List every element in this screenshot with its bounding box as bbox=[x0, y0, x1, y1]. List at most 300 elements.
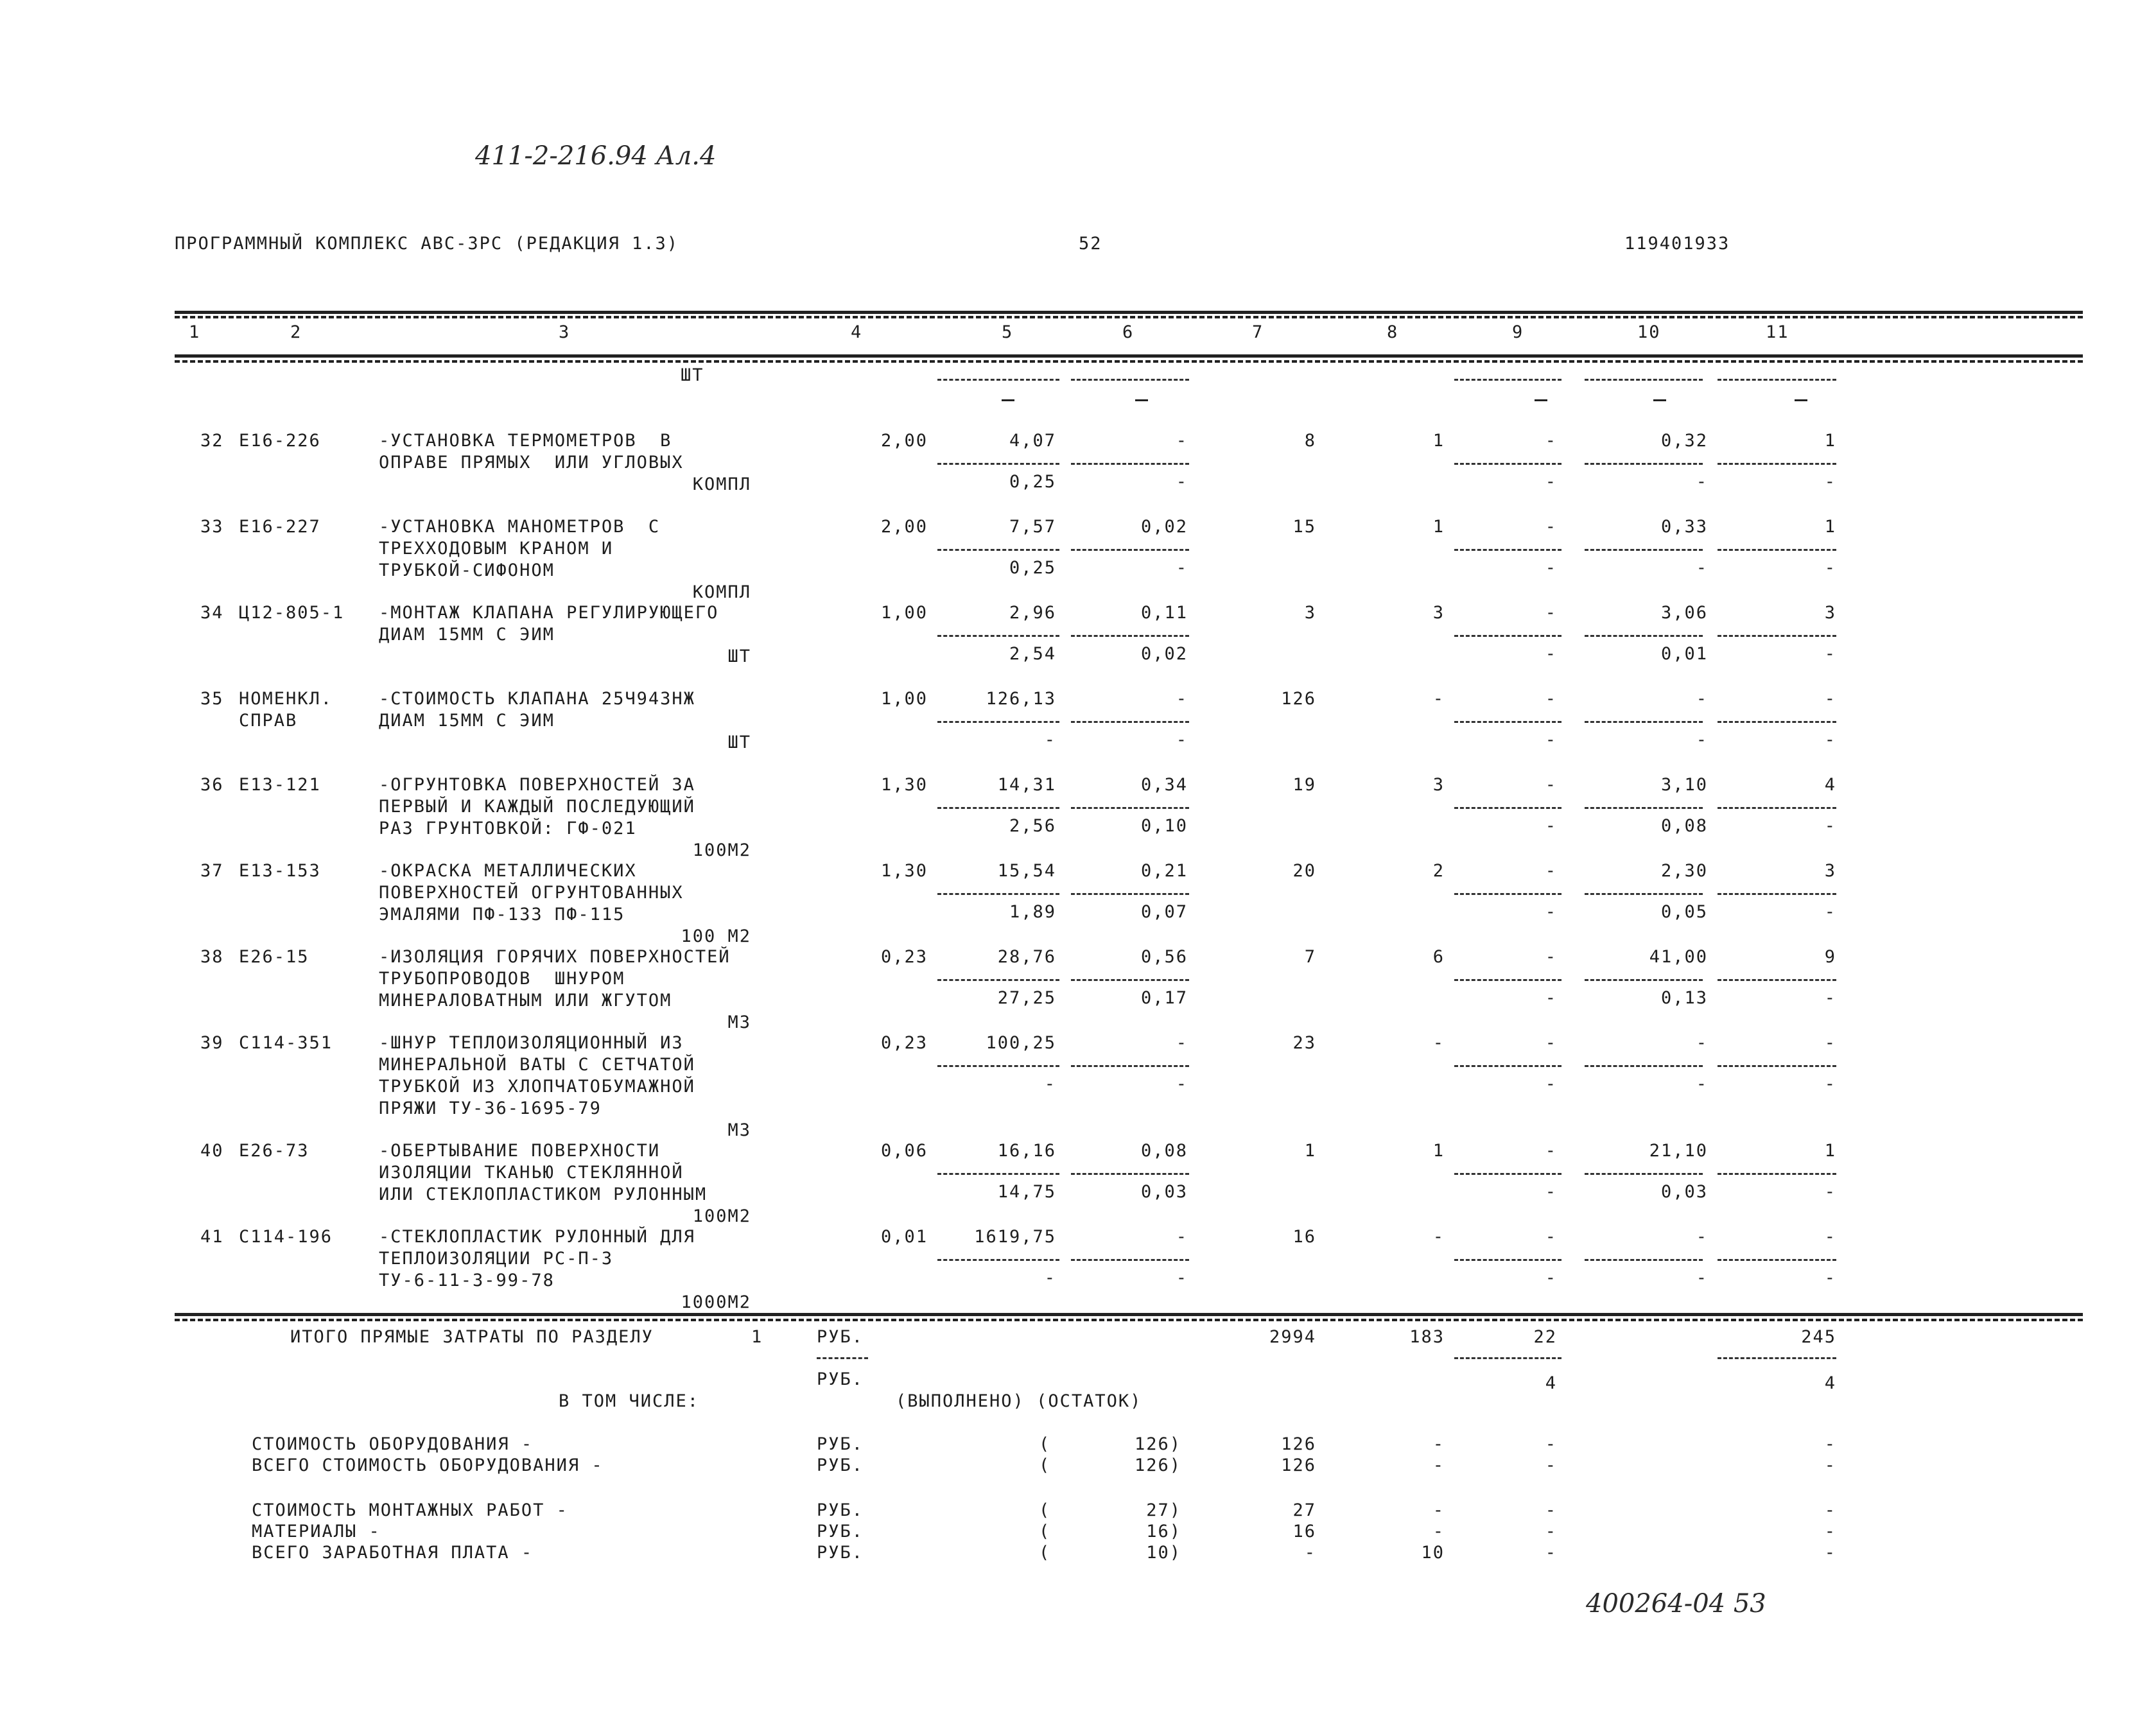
row-41-c8: - bbox=[1432, 1227, 1445, 1247]
row-39-split-c9 bbox=[1454, 1065, 1561, 1067]
row-37-split-c9 bbox=[1454, 893, 1561, 895]
row-34-split-c11 bbox=[1718, 635, 1836, 637]
row-37-split-c10 bbox=[1585, 893, 1703, 895]
summary-4-executed: 10) bbox=[1146, 1543, 1181, 1563]
header-top-rule-2 bbox=[175, 316, 2083, 318]
row-32-c5b: 0,25 bbox=[1009, 472, 1056, 492]
row-35-desc-0: -СТОИМОСТЬ КЛАПАНА 25Ч943НЖ bbox=[379, 689, 695, 709]
summary-0-label: СТОИМОСТЬ ОБОРУДОВАНИЯ - bbox=[252, 1434, 534, 1454]
row-36-split-c10 bbox=[1585, 807, 1703, 809]
row-37-c11: 3 bbox=[1824, 861, 1836, 881]
column-header-9: 9 bbox=[1512, 322, 1524, 342]
dash-c5 bbox=[1002, 399, 1014, 401]
row-35-c8: - bbox=[1432, 689, 1445, 709]
summary-2-c9: - bbox=[1545, 1500, 1557, 1520]
row-40-split-c10 bbox=[1585, 1173, 1703, 1175]
row-40-number: 40 bbox=[200, 1141, 224, 1161]
row-32-c10b: - bbox=[1696, 472, 1708, 492]
row-37-code: Е13-153 bbox=[239, 861, 321, 881]
row-35-c10b: - bbox=[1696, 730, 1708, 750]
row-36-c6: 0,34 bbox=[1140, 775, 1188, 795]
totals-label: ИТОГО ПРЯМЫЕ ЗАТРАТЫ ПО РАЗДЕЛУ bbox=[290, 1327, 654, 1347]
row-38-c9b: - bbox=[1545, 988, 1557, 1008]
row-36-split-c11 bbox=[1718, 807, 1836, 809]
summary-0-c8: - bbox=[1432, 1434, 1445, 1454]
row-32-number: 32 bbox=[200, 431, 224, 451]
handwritten-top-ref: 411-2-216.94 Ал.4 bbox=[475, 141, 717, 171]
row-39-split-c11 bbox=[1718, 1065, 1836, 1067]
summary-4-c7: - bbox=[1304, 1543, 1316, 1563]
row-39-c8: - bbox=[1432, 1033, 1445, 1053]
row-40-desc-0: -ОБЕРТЫВАНИЕ ПОВЕРХНОСТИ bbox=[379, 1141, 661, 1161]
row-41-c5b: - bbox=[1044, 1268, 1056, 1288]
row-33-desc-0: -УСТАНОВКА МАНОМЕТРОВ С bbox=[379, 517, 661, 537]
row-39-c10: - bbox=[1696, 1033, 1708, 1053]
row-33-split-c6 bbox=[1071, 549, 1189, 551]
row-33-c10b: - bbox=[1696, 558, 1708, 578]
row-38-c5: 28,76 bbox=[997, 947, 1056, 967]
totals-top-rule-2 bbox=[175, 1319, 2083, 1321]
row-35-c11: - bbox=[1824, 689, 1836, 709]
row-32-c5: 4,07 bbox=[1009, 431, 1056, 451]
row-33-split-c5 bbox=[937, 549, 1059, 551]
row-39-qty: 0,23 bbox=[880, 1033, 928, 1053]
row-34-desc-1: ДИАМ 15ММ С ЭИМ bbox=[379, 625, 555, 645]
row-32-c11: 1 bbox=[1824, 431, 1836, 451]
row-36-c5: 14,31 bbox=[997, 775, 1056, 795]
summary-3-open-paren: ( bbox=[1039, 1522, 1051, 1541]
row-33-split-c9 bbox=[1454, 549, 1561, 551]
row-34-split-c10 bbox=[1585, 635, 1703, 637]
row-35-c6: - bbox=[1176, 689, 1188, 709]
row-37-c10b: 0,05 bbox=[1660, 902, 1708, 922]
row-39-c9b: - bbox=[1545, 1074, 1557, 1094]
row-39-c6b: - bbox=[1176, 1074, 1188, 1094]
summary-1-currency: РУБ. bbox=[817, 1455, 864, 1475]
totals-currency: РУБ. bbox=[817, 1327, 864, 1347]
column-header-1: 1 bbox=[189, 322, 201, 342]
dash-c9 bbox=[1535, 399, 1547, 401]
summary-0-currency: РУБ. bbox=[817, 1434, 864, 1454]
row-32-c6: - bbox=[1176, 431, 1188, 451]
row-34-split-c5 bbox=[937, 635, 1059, 637]
row-36-c9: - bbox=[1545, 775, 1557, 795]
row-41-desc-2: ТУ-6-11-3-99-78 bbox=[379, 1271, 555, 1290]
summary-2-c8: - bbox=[1432, 1500, 1445, 1520]
row-36-code: Е13-121 bbox=[239, 775, 321, 795]
row-33-qty: 2,00 bbox=[880, 517, 928, 537]
row-37-split-c11 bbox=[1718, 893, 1836, 895]
row-33-number: 33 bbox=[200, 517, 224, 537]
row-33-c8: 1 bbox=[1432, 517, 1445, 537]
row-32-c6b: - bbox=[1176, 472, 1188, 492]
row-39-c5b: - bbox=[1044, 1074, 1056, 1094]
column-header-6: 6 bbox=[1122, 322, 1135, 342]
row-37-desc-2: ЭМАЛЯМИ ПФ-133 ПФ-115 bbox=[379, 905, 625, 924]
row-41-code: С114-196 bbox=[239, 1227, 333, 1247]
row-33-unit: КОМПЛ bbox=[692, 582, 751, 602]
row-34-number: 34 bbox=[200, 603, 224, 623]
totals-c9b: 4 bbox=[1545, 1373, 1557, 1393]
summary-2-currency: РУБ. bbox=[817, 1500, 864, 1520]
row-35-code-2: СПРАВ bbox=[239, 711, 298, 731]
summary-3-executed: 16) bbox=[1146, 1522, 1181, 1541]
row-41-c10b: - bbox=[1696, 1268, 1708, 1288]
summary-4-open-paren: ( bbox=[1039, 1543, 1051, 1563]
split-line-c9 bbox=[1454, 379, 1561, 381]
continued-unit: ШТ bbox=[681, 365, 704, 385]
program-title: ПРОГРАММНЫЙ КОМПЛЕКС АВС-3РС (РЕДАКЦИЯ 1.3) bbox=[175, 234, 679, 254]
summary-1-c8: - bbox=[1432, 1455, 1445, 1475]
summary-0-c9: - bbox=[1545, 1434, 1557, 1454]
row-36-qty: 1,30 bbox=[880, 775, 928, 795]
row-39-c10b: - bbox=[1696, 1074, 1708, 1094]
summary-4-c8: 10 bbox=[1421, 1543, 1445, 1563]
row-38-c10b: 0,13 bbox=[1660, 988, 1708, 1008]
row-35-c11b: - bbox=[1824, 730, 1836, 750]
doc-number: 119401933 bbox=[1624, 234, 1730, 254]
row-41-split-c10 bbox=[1585, 1259, 1703, 1261]
summary-2-c11: - bbox=[1824, 1500, 1836, 1520]
totals-c9: 22 bbox=[1533, 1327, 1557, 1347]
row-33-split-c10 bbox=[1585, 549, 1703, 551]
row-40-c5: 16,16 bbox=[997, 1141, 1056, 1161]
row-38-desc-1: ТРУБОПРОВОДОВ ШНУРОМ bbox=[379, 969, 625, 989]
row-39-c11: - bbox=[1824, 1033, 1836, 1053]
row-36-split-c9 bbox=[1454, 807, 1561, 809]
row-38-unit: М3 bbox=[727, 1012, 751, 1032]
row-37-desc-0: -ОКРАСКА МЕТАЛЛИЧЕСКИХ bbox=[379, 861, 637, 881]
executed-header: (ВЫПОЛНЕНО) (ОСТАТОК) bbox=[896, 1391, 1142, 1411]
totals-currency-2: РУБ. bbox=[817, 1369, 864, 1389]
row-40-code: Е26-73 bbox=[239, 1141, 309, 1161]
row-33-c11: 1 bbox=[1824, 517, 1836, 537]
row-33-c9: - bbox=[1545, 517, 1557, 537]
row-35-split-c11 bbox=[1718, 721, 1836, 723]
summary-3-c11: - bbox=[1824, 1522, 1836, 1541]
totals-cur-split bbox=[817, 1357, 868, 1359]
row-36-c10: 3,10 bbox=[1660, 775, 1708, 795]
summary-0-c7: 126 bbox=[1281, 1434, 1316, 1454]
row-41-number: 41 bbox=[200, 1227, 224, 1247]
header-bottom-rule bbox=[175, 354, 2083, 358]
column-header-5: 5 bbox=[1002, 322, 1014, 342]
header-top-rule bbox=[175, 311, 2083, 314]
row-32-desc-0: -УСТАНОВКА ТЕРМОМЕТРОВ В bbox=[379, 431, 672, 451]
row-35-c6b: - bbox=[1176, 730, 1188, 750]
summary-1-c11: - bbox=[1824, 1455, 1836, 1475]
row-34-c7: 3 bbox=[1304, 603, 1316, 623]
row-40-split-c5 bbox=[937, 1173, 1059, 1175]
row-36-c11: 4 bbox=[1824, 775, 1836, 795]
including-label: В ТОМ ЧИСЛЕ: bbox=[559, 1391, 700, 1411]
row-39-desc-2: ТРУБКОЙ ИЗ ХЛОПЧАТОБУМАЖНОЙ bbox=[379, 1077, 695, 1097]
summary-1-executed: 126) bbox=[1134, 1455, 1181, 1475]
row-39-c11b: - bbox=[1824, 1074, 1836, 1094]
row-37-split-c6 bbox=[1071, 893, 1189, 895]
row-40-split-c6 bbox=[1071, 1173, 1189, 1175]
row-34-c11b: - bbox=[1824, 644, 1836, 664]
summary-2-label: СТОИМОСТЬ МОНТАЖНЫХ РАБОТ - bbox=[252, 1500, 568, 1520]
summary-1-label: ВСЕГО СТОИМОСТЬ ОБОРУДОВАНИЯ - bbox=[252, 1455, 604, 1475]
totals-c11-split bbox=[1718, 1357, 1836, 1359]
row-39-split-c5 bbox=[937, 1065, 1059, 1067]
summary-4-c9: - bbox=[1545, 1543, 1557, 1563]
row-38-split-c11 bbox=[1718, 979, 1836, 981]
row-39-desc-0: -ШНУР ТЕПЛОИЗОЛЯЦИОННЫЙ ИЗ bbox=[379, 1033, 684, 1053]
row-41-c6b: - bbox=[1176, 1268, 1188, 1288]
summary-3-label: МАТЕРИАЛЫ - bbox=[252, 1522, 381, 1541]
totals-section: 1 bbox=[751, 1327, 763, 1347]
row-36-c9b: - bbox=[1545, 816, 1557, 836]
row-37-c5b: 1,89 bbox=[1009, 902, 1056, 922]
row-38-desc-2: МИНЕРАЛОВАТНЫМ ИЛИ ЖГУТОМ bbox=[379, 991, 672, 1011]
row-38-split-c6 bbox=[1071, 979, 1189, 981]
row-40-c8: 1 bbox=[1432, 1141, 1445, 1161]
row-33-c7: 15 bbox=[1292, 517, 1316, 537]
summary-0-open-paren: ( bbox=[1039, 1434, 1051, 1454]
row-38-c11b: - bbox=[1824, 988, 1836, 1008]
row-38-c6b: 0,17 bbox=[1140, 988, 1188, 1008]
row-36-number: 36 bbox=[200, 775, 224, 795]
row-34-c5b: 2,54 bbox=[1009, 644, 1056, 664]
summary-3-currency: РУБ. bbox=[817, 1522, 864, 1541]
row-40-split-c11 bbox=[1718, 1173, 1836, 1175]
row-36-split-c5 bbox=[937, 807, 1059, 809]
row-34-c10: 3,06 bbox=[1660, 603, 1708, 623]
summary-1-c7: 126 bbox=[1281, 1455, 1316, 1475]
row-41-c9: - bbox=[1545, 1227, 1557, 1247]
row-39-number: 39 bbox=[200, 1033, 224, 1053]
row-38-c6: 0,56 bbox=[1140, 947, 1188, 967]
row-37-split-c5 bbox=[937, 893, 1059, 895]
row-38-c5b: 27,25 bbox=[997, 988, 1056, 1008]
row-37-c10: 2,30 bbox=[1660, 861, 1708, 881]
row-32-unit: КОМПЛ bbox=[692, 474, 751, 494]
row-38-c10: 41,00 bbox=[1649, 947, 1708, 967]
row-36-desc-0: -ОГРУНТОВКА ПОВЕРХНОСТЕЙ ЗА bbox=[379, 775, 695, 795]
row-32-split-c10 bbox=[1585, 463, 1703, 465]
row-37-unit: 100 М2 bbox=[681, 926, 751, 946]
column-header-11: 11 bbox=[1766, 322, 1789, 342]
row-33-c5b: 0,25 bbox=[1009, 558, 1056, 578]
row-35-qty: 1,00 bbox=[880, 689, 928, 709]
row-37-c9: - bbox=[1545, 861, 1557, 881]
row-32-c9b: - bbox=[1545, 472, 1557, 492]
row-35-c9b: - bbox=[1545, 730, 1557, 750]
split-line-c11 bbox=[1718, 379, 1836, 381]
row-39-c9: - bbox=[1545, 1033, 1557, 1053]
row-32-c7: 8 bbox=[1304, 431, 1316, 451]
row-40-desc-1: ИЗОЛЯЦИИ ТКАНЬЮ СТЕКЛЯННОЙ bbox=[379, 1163, 684, 1183]
row-34-split-c6 bbox=[1071, 635, 1189, 637]
summary-3-c8: - bbox=[1432, 1522, 1445, 1541]
row-34-unit: ШТ bbox=[727, 647, 751, 666]
row-32-split-c5 bbox=[937, 463, 1059, 465]
row-34-split-c9 bbox=[1454, 635, 1561, 637]
row-33-split-c11 bbox=[1718, 549, 1836, 551]
row-35-split-c10 bbox=[1585, 721, 1703, 723]
row-40-c10b: 0,03 bbox=[1660, 1182, 1708, 1202]
row-32-c11b: - bbox=[1824, 472, 1836, 492]
row-32-desc-1: ОПРАВЕ ПРЯМЫХ ИЛИ УГЛОВЫХ bbox=[379, 453, 684, 473]
row-34-c5: 2,96 bbox=[1009, 603, 1056, 623]
row-38-code: Е26-15 bbox=[239, 947, 309, 967]
row-40-c6b: 0,03 bbox=[1140, 1182, 1188, 1202]
row-39-split-c6 bbox=[1071, 1065, 1189, 1067]
totals-top-rule bbox=[175, 1313, 2083, 1316]
row-37-c11b: - bbox=[1824, 902, 1836, 922]
row-32-c10: 0,32 bbox=[1660, 431, 1708, 451]
row-36-c10b: 0,08 bbox=[1660, 816, 1708, 836]
row-38-c11: 9 bbox=[1824, 947, 1836, 967]
row-40-c11b: - bbox=[1824, 1182, 1836, 1202]
row-34-c10b: 0,01 bbox=[1660, 644, 1708, 664]
row-41-c11: - bbox=[1824, 1227, 1836, 1247]
row-37-desc-1: ПОВЕРХНОСТЕЙ ОГРУНТОВАННЫХ bbox=[379, 883, 684, 903]
column-header-2: 2 bbox=[290, 322, 302, 342]
row-34-c8: 3 bbox=[1432, 603, 1445, 623]
row-34-c9: - bbox=[1545, 603, 1557, 623]
totals-c11: 245 bbox=[1801, 1327, 1836, 1347]
row-36-c5b: 2,56 bbox=[1009, 816, 1056, 836]
row-34-c6b: 0,02 bbox=[1140, 644, 1188, 664]
dash-c6 bbox=[1135, 399, 1148, 401]
totals-c8: 183 bbox=[1409, 1327, 1445, 1347]
row-40-c5b: 14,75 bbox=[997, 1182, 1056, 1202]
row-36-unit: 100М2 bbox=[692, 840, 751, 860]
row-41-split-c9 bbox=[1454, 1259, 1561, 1261]
row-36-desc-1: ПЕРВЫЙ И КАЖДЫЙ ПОСЛЕДУЮЩИЙ bbox=[379, 797, 695, 817]
summary-2-open-paren: ( bbox=[1039, 1500, 1051, 1520]
row-32-c8: 1 bbox=[1432, 431, 1445, 451]
row-33-desc-1: ТРЕХХОДОВЫМ КРАНОМ И bbox=[379, 539, 614, 559]
summary-4-c11: - bbox=[1824, 1543, 1836, 1563]
row-37-c6b: 0,07 bbox=[1140, 902, 1188, 922]
totals-c7: 2994 bbox=[1269, 1327, 1316, 1347]
column-header-3: 3 bbox=[559, 322, 571, 342]
row-41-qty: 0,01 bbox=[880, 1227, 928, 1247]
row-38-split-c5 bbox=[937, 979, 1059, 981]
row-41-c6: - bbox=[1176, 1227, 1188, 1247]
row-34-desc-0: -МОНТАЖ КЛАПАНА РЕГУЛИРУЮЩЕГО bbox=[379, 603, 719, 623]
row-33-c5: 7,57 bbox=[1009, 517, 1056, 537]
row-38-split-c9 bbox=[1454, 979, 1561, 981]
row-40-c9: - bbox=[1545, 1141, 1557, 1161]
row-38-number: 38 bbox=[200, 947, 224, 967]
row-39-split-c10 bbox=[1585, 1065, 1703, 1067]
row-34-c11: 3 bbox=[1824, 603, 1836, 623]
summary-4-currency: РУБ. bbox=[817, 1543, 864, 1563]
row-38-desc-0: -ИЗОЛЯЦИЯ ГОРЯЧИХ ПОВЕРХНОСТЕЙ bbox=[379, 947, 731, 967]
row-35-c7: 126 bbox=[1281, 689, 1316, 709]
split-line-c10 bbox=[1585, 379, 1703, 381]
totals-c9-split bbox=[1454, 1357, 1561, 1359]
row-41-c7: 16 bbox=[1292, 1227, 1316, 1247]
row-39-c7: 23 bbox=[1292, 1033, 1316, 1053]
row-41-c10: - bbox=[1696, 1227, 1708, 1247]
dash-c11 bbox=[1795, 399, 1807, 401]
row-40-split-c9 bbox=[1454, 1173, 1561, 1175]
summary-2-executed: 27) bbox=[1146, 1500, 1181, 1520]
row-37-c7: 20 bbox=[1292, 861, 1316, 881]
row-38-qty: 0,23 bbox=[880, 947, 928, 967]
row-40-c6: 0,08 bbox=[1140, 1141, 1188, 1161]
row-33-c6b: - bbox=[1176, 558, 1188, 578]
row-40-c11: 1 bbox=[1824, 1141, 1836, 1161]
row-33-c10: 0,33 bbox=[1660, 517, 1708, 537]
row-37-number: 37 bbox=[200, 861, 224, 881]
summary-1-c9: - bbox=[1545, 1455, 1557, 1475]
row-37-c8: 2 bbox=[1432, 861, 1445, 881]
row-40-unit: 100М2 bbox=[692, 1206, 751, 1226]
row-33-c11b: - bbox=[1824, 558, 1836, 578]
handwritten-bottom-ref: 400264-04 53 bbox=[1586, 1589, 1766, 1619]
row-38-c8: 6 bbox=[1432, 947, 1445, 967]
row-40-c7: 1 bbox=[1304, 1141, 1316, 1161]
summary-0-c11: - bbox=[1824, 1434, 1836, 1454]
row-38-split-c10 bbox=[1585, 979, 1703, 981]
row-41-split-c6 bbox=[1071, 1259, 1189, 1261]
row-39-desc-1: МИНЕРАЛЬНОЙ ВАТЫ С СЕТЧАТОЙ bbox=[379, 1055, 695, 1075]
row-35-c5: 126,13 bbox=[986, 689, 1056, 709]
row-36-desc-2: РАЗ ГРУНТОВКОЙ: ГФ-021 bbox=[379, 819, 637, 838]
row-32-c9: - bbox=[1545, 431, 1557, 451]
row-32-qty: 2,00 bbox=[880, 431, 928, 451]
row-41-desc-1: ТЕПЛОИЗОЛЯЦИИ РС-П-3 bbox=[379, 1249, 614, 1269]
row-40-desc-2: ИЛИ СТЕКЛОПЛАСТИКОМ РУЛОННЫМ bbox=[379, 1185, 708, 1204]
row-33-code: Е16-227 bbox=[239, 517, 321, 537]
summary-3-c7: 16 bbox=[1292, 1522, 1316, 1541]
page-number: 52 bbox=[1079, 234, 1102, 254]
row-35-desc-1: ДИАМ 15ММ С ЭИМ bbox=[379, 711, 555, 731]
summary-3-c9: - bbox=[1545, 1522, 1557, 1541]
row-38-c9: - bbox=[1545, 947, 1557, 967]
column-header-8: 8 bbox=[1387, 322, 1399, 342]
summary-0-executed: 126) bbox=[1134, 1434, 1181, 1454]
row-34-qty: 1,00 bbox=[880, 603, 928, 623]
row-39-c5: 100,25 bbox=[986, 1033, 1056, 1053]
summary-4-label: ВСЕГО ЗАРАБОТНАЯ ПЛАТА - bbox=[252, 1543, 534, 1563]
row-40-qty: 0,06 bbox=[880, 1141, 928, 1161]
row-36-split-c6 bbox=[1071, 807, 1189, 809]
row-33-c9b: - bbox=[1545, 558, 1557, 578]
row-41-split-c5 bbox=[937, 1259, 1059, 1261]
row-35-c10: - bbox=[1696, 689, 1708, 709]
summary-1-open-paren: ( bbox=[1039, 1455, 1051, 1475]
row-39-code: С114-351 bbox=[239, 1033, 333, 1053]
row-33-desc-2: ТРУБКОЙ-СИФОНОМ bbox=[379, 560, 555, 580]
row-41-c5: 1619,75 bbox=[974, 1227, 1056, 1247]
row-35-c5b: - bbox=[1044, 730, 1056, 750]
dash-c10 bbox=[1653, 399, 1666, 401]
row-36-c11b: - bbox=[1824, 816, 1836, 836]
row-35-code: НОМЕНКЛ. bbox=[239, 689, 333, 709]
row-35-c9: - bbox=[1545, 689, 1557, 709]
row-32-code: Е16-226 bbox=[239, 431, 321, 451]
row-36-c7: 19 bbox=[1292, 775, 1316, 795]
row-38-c7: 7 bbox=[1304, 947, 1316, 967]
totals-c11b: 4 bbox=[1824, 1373, 1836, 1393]
row-34-c6: 0,11 bbox=[1140, 603, 1188, 623]
split-line-c5 bbox=[937, 379, 1059, 381]
row-41-unit: 1000М2 bbox=[681, 1292, 751, 1312]
column-header-4: 4 bbox=[851, 322, 863, 342]
row-35-split-c9 bbox=[1454, 721, 1561, 723]
row-32-split-c11 bbox=[1718, 463, 1836, 465]
row-41-desc-0: -СТЕКЛОПЛАСТИК РУЛОННЫЙ ДЛЯ bbox=[379, 1227, 695, 1247]
row-36-c8: 3 bbox=[1432, 775, 1445, 795]
